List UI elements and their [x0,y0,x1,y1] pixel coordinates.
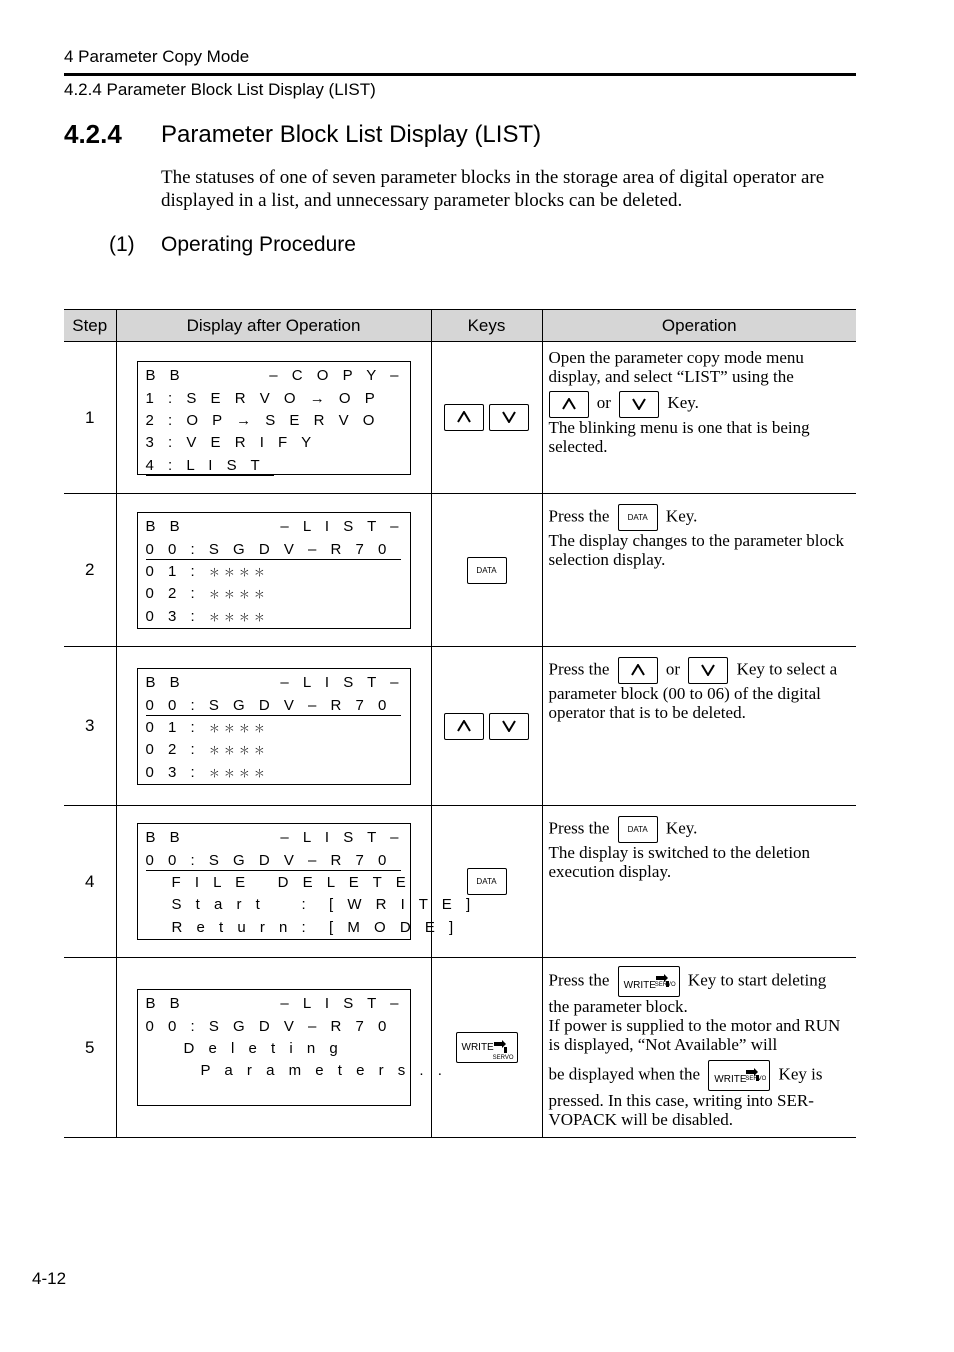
down-arrow-icon [502,411,516,423]
up-arrow-icon [631,664,645,676]
table-row [64,342,856,494]
operation-text: Key to start deleting the parameter block. [548,970,827,1016]
lcd-display [137,989,447,1106]
section-title: Parameter Block List Display (LIST) [161,121,542,148]
lcd-line: 0 1 : ＊＊＊＊ [145,718,269,736]
lcd-line: 0 3 : ＊＊＊＊ [145,607,269,625]
up-key[interactable] [444,713,484,740]
lcd-line: 3 : V E R I F Y [145,433,317,451]
table-header-row [64,310,856,342]
operation-text: Key. [665,506,698,526]
step-number: 5 [64,958,116,1138]
header-keys: Keys [431,310,542,342]
lcd-title-right: – L I S T – [280,829,404,846]
step-number: 4 [64,806,116,958]
operation-text: Press the [548,659,610,679]
display-cell [116,806,476,958]
operation-text: The blinking menu is one that is being selected. [548,418,810,456]
page-number: 4-12 [32,1269,67,1288]
display-cell [116,958,447,1138]
up-arrow-icon [457,720,471,732]
table-row [64,494,856,647]
operation-cell [542,342,856,494]
step-number: 3 [64,647,116,806]
step-number: 2 [64,494,116,647]
up-arrow-icon [457,411,471,423]
lcd-line-selected: 0 0 : S G D V – R 7 0 [145,696,401,714]
write-key[interactable]: WRITE SERVO [618,966,680,997]
lcd-display [137,668,411,785]
header-display: Display after Operation [116,310,431,342]
lcd-title-left: B B [145,995,185,1012]
lcd-display [137,361,411,475]
table-row [64,806,856,958]
operation-text: Key is pressed. In this case, writing into SER-VOPACK will be disabled. [548,1064,823,1129]
procedure-table [64,309,856,1138]
operation-text: or [665,659,681,679]
operation-cell [542,494,856,647]
operation-text: Key to select a parameter block (00 to 06) of the digital operator that is to be deleted. [548,659,838,722]
lcd-display [137,823,476,940]
running-header-chapter: 4 Parameter Copy Mode [64,47,250,66]
write-key[interactable]: WRITE SERVO [456,1032,518,1063]
down-key[interactable] [688,657,728,684]
operation-cell [542,958,856,1138]
subsection-heading [109,233,356,257]
data-key[interactable]: DATA [467,557,507,584]
down-key[interactable] [619,391,659,418]
lcd-line: 0 3 : ＊＊＊＊ [145,763,269,781]
operation-text: The display changes to the parameter block selection display. [548,531,844,569]
section-number: 4.2.4 [64,119,122,149]
up-key[interactable] [618,657,658,684]
header-rule [64,73,856,76]
subsection-title: Operating Procedure [161,233,356,256]
table-row [64,958,856,1138]
up-key[interactable] [444,404,484,431]
keys-cell [431,647,542,806]
down-arrow-icon [632,398,646,410]
operation-text: be displayed when the [548,1064,701,1084]
down-arrow-icon [701,664,715,676]
header-operation: Operation [542,310,856,342]
intro-paragraph: The statuses of one of seven parameter blocks in the storage area of digital operator are displayed in a list, and unnecessary parameter blocks can be deleted. [161,167,825,211]
operation-text: Key. [667,393,699,413]
lcd-line: 0 0 : S G D V – R 7 0 [145,1018,392,1035]
lcd-title-left: B B [145,829,185,846]
operation-cell [542,647,856,806]
data-key[interactable]: DATA [618,816,658,843]
operation-text: Press the [548,970,610,990]
lcd-line-selected: 0 0 : S G D V – R 7 0 [145,540,401,558]
lcd-line: 1 : S E R V O → O P [145,389,380,407]
data-key[interactable]: DATA [618,504,658,531]
operation-text: Press the [548,818,610,838]
lcd-line: 2 : O P → S E R V O [145,411,380,429]
lcd-title-left: B B [145,673,185,691]
lcd-title-right: – L I S T – [280,673,404,691]
step-number: 1 [64,342,116,494]
down-arrow-icon [502,720,516,732]
down-key[interactable] [489,713,529,740]
table-row [64,647,856,806]
write-key[interactable]: WRITE SERVO [708,1060,770,1091]
lcd-line: 0 2 : ＊＊＊＊ [145,584,269,602]
header-step: Step [64,310,116,342]
subsection-number: (1) [109,233,135,256]
display-cell [116,494,431,647]
lcd-title-left: B B [145,517,185,535]
lcd-line: R e t u r n : [ M O D E ] [171,919,459,936]
data-key[interactable]: DATA [467,868,507,895]
lcd-title-right: – C O P Y – [269,366,404,384]
lcd-display [137,512,411,629]
operation-cell [542,806,856,958]
lcd-line: D e l e t i n g [183,1040,343,1057]
lcd-line: 0 2 : ＊＊＊＊ [145,740,269,758]
lcd-line: 0 1 : ＊＊＊＊ [145,562,269,580]
keys-cell [431,494,542,647]
lcd-line-selected: 0 0 : S G D V – R 7 0 [145,852,401,869]
up-key[interactable] [549,391,589,418]
lcd-line-selected: 4 : L I S T [145,456,274,474]
lcd-line: F I L E D E L E T E [171,874,411,891]
operation-text: Open the parameter copy mode menu display, and select “LIST” using the [548,348,804,386]
display-cell [116,342,431,494]
lcd-title-left: B B [145,366,185,384]
up-arrow-icon [562,398,576,410]
running-header-section: 4.2.4 Parameter Block List Display (LIST) [64,80,376,99]
operation-text: Key. [665,818,698,838]
operation-text: or [596,393,611,413]
operation-text: If power is supplied to the motor and RUN is displayed, “Not Available” will [548,1016,841,1054]
operation-text: The display is switched to the deletion execution display. [548,843,811,881]
lcd-line: S t a r t : [ W R I T E ] [171,896,476,913]
lcd-title-right: – L I S T – [280,517,404,535]
lcd-line: P a r a m e t e r s . . [200,1062,447,1079]
keys-cell [431,958,542,1138]
operation-text: Press the [548,506,610,526]
keys-cell [431,342,542,494]
write-servo-icon [493,1038,509,1054]
lcd-title-right: – L I S T – [280,995,404,1012]
display-cell [116,647,431,806]
down-key[interactable] [489,404,529,431]
